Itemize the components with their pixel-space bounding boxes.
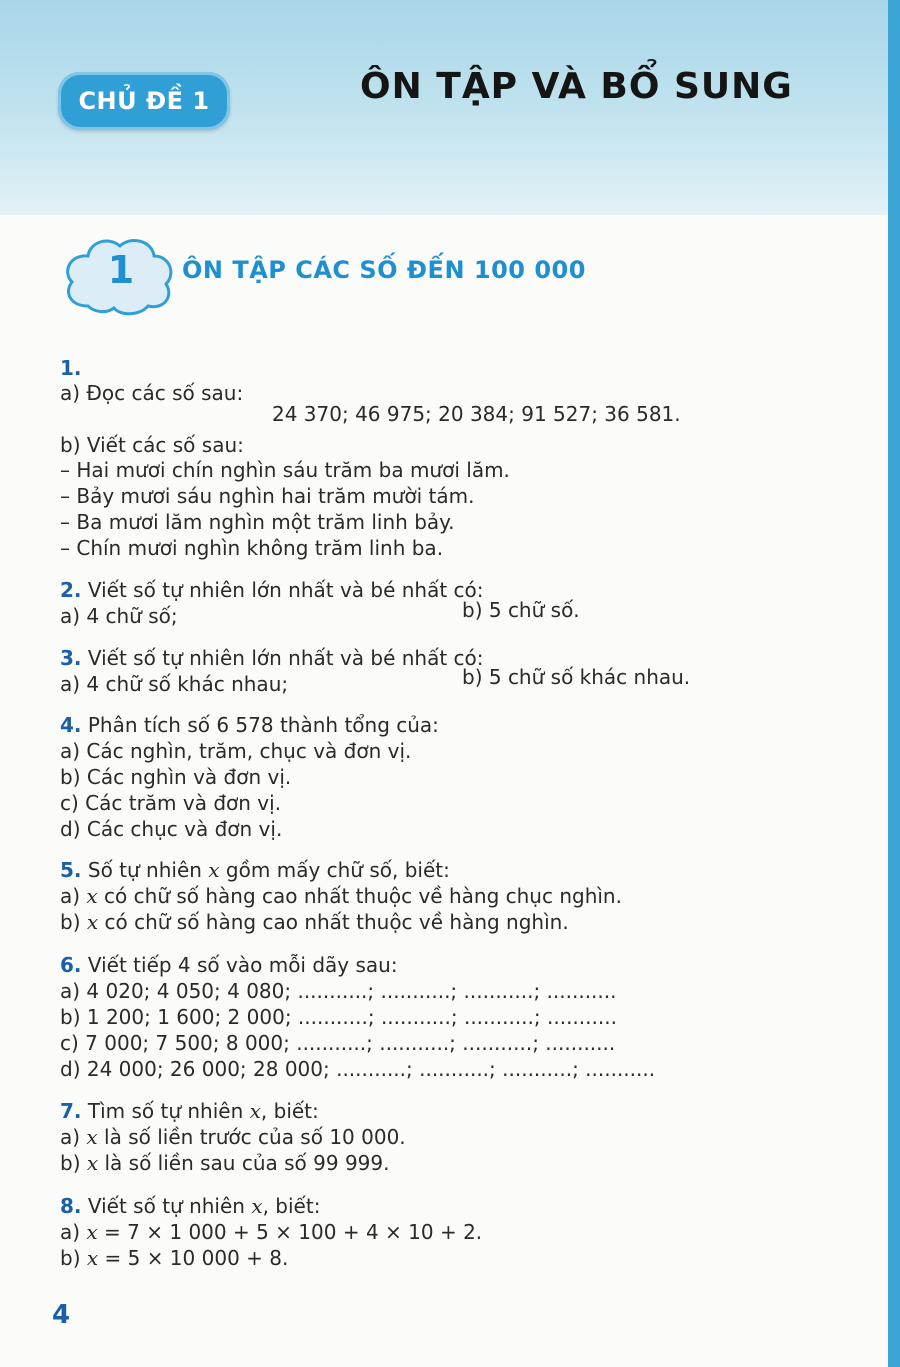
variable-x: x xyxy=(251,1194,263,1218)
exercise-5b xyxy=(60,910,569,934)
exercise-7-text: Tìm số tự nhiên xyxy=(87,1099,250,1123)
exercise-7b xyxy=(60,1151,389,1175)
exercise-5a-text: có chữ số hàng cao nhất thuộc về hàng chục nghìn. xyxy=(97,884,622,908)
exercise-2b: b) 5 chữ số. xyxy=(462,598,580,622)
exercise-6a: a) 4 020; 4 050; 4 080; ...........; ...........; ...........; ........... xyxy=(60,979,617,1003)
exercise-8a-text: = 7 × 1 000 + 5 × 100 + 4 × 10 + 2. xyxy=(97,1220,483,1244)
exercise-4d: d) Các chục và đơn vị. xyxy=(60,817,283,841)
exercise-7a-text: là số liền trước của số 10 000. xyxy=(97,1125,406,1149)
exercise-7b-label: b) xyxy=(60,1151,87,1175)
exercise-7a xyxy=(60,1125,406,1149)
exercise-5-text: Số tự nhiên xyxy=(87,858,209,882)
chapter-title: ÔN TẬP VÀ BỔ SUNG xyxy=(360,66,793,107)
exercise-1b: b) Viết các số sau: xyxy=(60,433,244,457)
page-edge-bar xyxy=(888,0,900,1367)
exercise-6c: c) 7 000; 7 500; 8 000; ...........; ...........; ...........; ........... xyxy=(60,1031,616,1055)
variable-x: x xyxy=(86,1246,99,1270)
exercise-1b-item: – Chín mươi nghìn không trăm linh ba. xyxy=(60,536,444,560)
exercise-5b-text: có chữ số hàng cao nhất thuộc về hàng nghìn. xyxy=(98,910,569,934)
exercise-3 xyxy=(60,646,484,670)
exercise-8b xyxy=(60,1246,288,1270)
exercise-8-number: 8. xyxy=(60,1194,82,1218)
exercise-8-text: , biết: xyxy=(262,1194,321,1218)
exercise-4b: b) Các nghìn và đơn vị. xyxy=(60,765,292,789)
exercise-7 xyxy=(60,1099,319,1123)
exercise-5 xyxy=(60,858,450,882)
exercise-7b-text: là số liền sau của số 99 999. xyxy=(98,1151,390,1175)
exercise-4-number: 4. xyxy=(60,713,82,737)
variable-x: x xyxy=(86,910,99,934)
exercise-4c: c) Các trăm và đơn vị. xyxy=(60,791,282,815)
exercise-6-text: Viết tiếp 4 số vào mỗi dãy sau: xyxy=(87,953,398,977)
exercise-4 xyxy=(60,713,439,737)
exercise-1b-item: – Hai mươi chín nghìn sáu trăm ba mươi lăm. xyxy=(60,458,510,482)
exercise-5a-label: a) xyxy=(60,884,87,908)
variable-x: x xyxy=(86,884,98,908)
exercise-3a: a) 4 chữ số khác nhau; xyxy=(60,672,289,696)
exercise-1a-numbers: 24 370; 46 975; 20 384; 91 527; 36 581. xyxy=(272,402,681,426)
exercise-2a: a) 4 chữ số; xyxy=(60,604,178,628)
lesson-title: ÔN TẬP CÁC SỐ ĐẾN 100 000 xyxy=(182,256,586,284)
exercise-2-number: 2. xyxy=(60,578,82,602)
topic-label: CHỦ ĐỀ 1 xyxy=(78,87,210,115)
exercise-8b-label: b) xyxy=(60,1246,87,1270)
exercise-1-number: 1. xyxy=(60,356,82,380)
exercise-8 xyxy=(60,1194,320,1218)
exercise-2 xyxy=(60,578,484,602)
exercise-6 xyxy=(60,953,398,977)
exercise-7-number: 7. xyxy=(60,1099,82,1123)
exercise-6b: b) 1 200; 1 600; 2 000; ...........; ...........; ...........; ........... xyxy=(60,1005,617,1029)
lesson-number: 1 xyxy=(107,248,135,292)
variable-x: x xyxy=(208,858,220,882)
exercise-7-text: , biết: xyxy=(260,1099,319,1123)
page-number: 4 xyxy=(52,1300,71,1330)
exercise-6d: d) 24 000; 26 000; 28 000; ...........; ...........; ...........; ........... xyxy=(60,1057,656,1081)
exercise-5-text: gồm mấy chữ số, biết: xyxy=(219,858,450,882)
variable-x: x xyxy=(86,1151,99,1175)
topic-badge xyxy=(58,72,230,130)
exercise-1b-item: – Bảy mươi sáu nghìn hai trăm mười tám. xyxy=(60,484,475,508)
exercise-3b: b) 5 chữ số khác nhau. xyxy=(462,665,691,689)
exercise-8a xyxy=(60,1220,482,1244)
exercise-6-number: 6. xyxy=(60,953,82,977)
exercise-8-text: Viết số tự nhiên xyxy=(87,1194,252,1218)
exercise-5a xyxy=(60,884,622,908)
exercise-4a: a) Các nghìn, trăm, chục và đơn vị. xyxy=(60,739,412,763)
exercise-1a: a) Đọc các số sau: xyxy=(60,381,244,405)
exercise-3-text: Viết số tự nhiên lớn nhất và bé nhất có: xyxy=(87,646,484,670)
exercise-7a-label: a) xyxy=(60,1125,87,1149)
exercise-8b-text: = 5 × 10 000 + 8. xyxy=(98,1246,289,1270)
exercise-3-number: 3. xyxy=(60,646,82,670)
variable-x: x xyxy=(86,1125,98,1149)
exercise-8a-label: a) xyxy=(60,1220,87,1244)
exercise-4-text: Phân tích số 6 578 thành tổng của: xyxy=(87,713,439,737)
variable-x: x xyxy=(249,1099,261,1123)
exercise-2-text: Viết số tự nhiên lớn nhất và bé nhất có: xyxy=(87,578,484,602)
exercise-5-number: 5. xyxy=(60,858,82,882)
exercise-5b-label: b) xyxy=(60,910,87,934)
exercise-1b-item: – Ba mươi lăm nghìn một trăm linh bảy. xyxy=(60,510,455,534)
variable-x: x xyxy=(86,1220,98,1244)
